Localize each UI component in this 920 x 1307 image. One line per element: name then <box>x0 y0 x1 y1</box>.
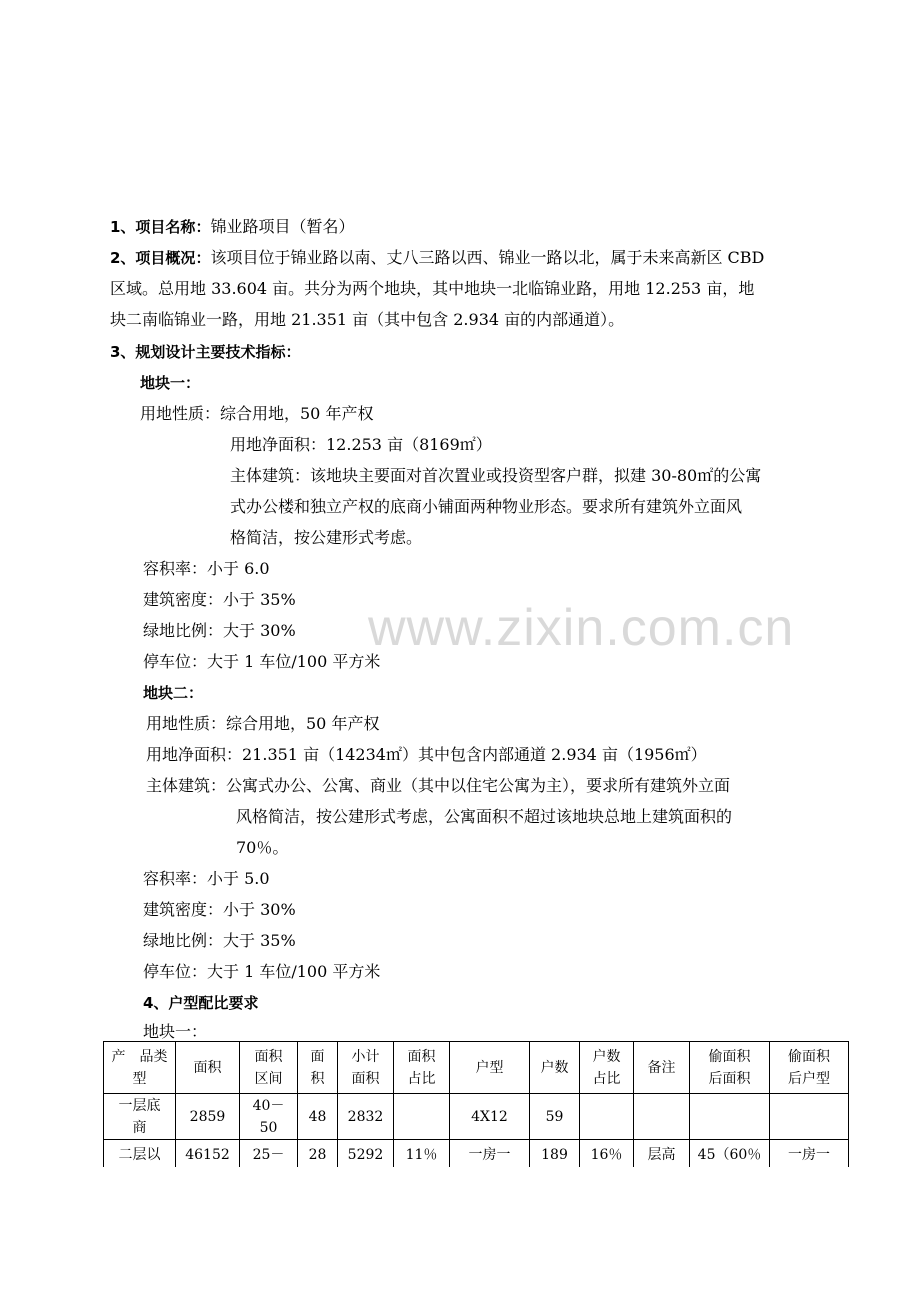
plot2-main-building-1: 主体建筑：公寓式办公、公寓、商业（其中以住宅公寓为主），要求所有建筑外立面 <box>146 776 731 795</box>
section-label: 2、项目概况： <box>110 249 211 267</box>
table-cell: 一房一 <box>450 1140 530 1170</box>
plot1-net-area: 用地净面积：12.253 亩（8169㎡） <box>230 435 492 454</box>
table-cell: 层高 <box>634 1140 690 1170</box>
section-label: 1、项目名称： <box>110 218 211 236</box>
table-cell: 偷面积 后面积 <box>690 1042 770 1094</box>
unit-mix-plot-label: 地块一： <box>143 1022 208 1041</box>
table-cell: 5292 <box>338 1140 394 1170</box>
table-cell: 48 <box>298 1094 338 1140</box>
table-cell: 11％ <box>394 1140 450 1170</box>
table-cell: 备注 <box>634 1042 690 1094</box>
table-cell: 面积 <box>176 1042 240 1094</box>
table-cell: 户型 <box>450 1042 530 1094</box>
table-cell <box>634 1094 690 1140</box>
table-cell: 面积 占比 <box>394 1042 450 1094</box>
overview-line-1: 该项目位于锦业路以南、丈八三路以西、锦业一路以北，属于未来高新区 CBD <box>210 248 765 267</box>
table-cell: 25－ <box>240 1140 298 1170</box>
plot2-land-nature: 用地性质：综合用地，50 年产权 <box>146 714 380 733</box>
plot2-main-building-3: 70％。 <box>236 838 289 857</box>
plot2-density: 建筑密度：小于 30% <box>143 900 296 919</box>
overview-line-2: 区域。总用地 33.604 亩。共分为两个地块，其中地块一北临锦业路，用地 12.253 亩，地 <box>110 279 755 298</box>
table-cell: 16％ <box>580 1140 634 1170</box>
table-cell: 40－ 50 <box>240 1094 298 1140</box>
plot2-green-ratio: 绿地比例：大于 35% <box>143 931 296 950</box>
unit-mix-table <box>103 1041 849 1170</box>
table-cell: 2859 <box>176 1094 240 1140</box>
plot2-parking: 停车位：大于 1 车位/100 平方米 <box>143 962 381 981</box>
section-text: 锦业路项目（暂名） <box>210 217 355 236</box>
section-overview <box>110 248 764 268</box>
table-cell: 一层底 商 <box>104 1094 176 1140</box>
table-cell: 产 品类 型 <box>104 1042 176 1094</box>
overview-line-3: 块二南临锦业一路，用地 21.351 亩（其中包含 2.934 亩的内部通道）。 <box>110 310 625 329</box>
table-cell <box>394 1094 450 1140</box>
section-planning-indicators: 3、规划设计主要技术指标： <box>110 343 301 361</box>
table-header-row <box>104 1042 849 1094</box>
plot1-main-building-1: 主体建筑：该地块主要面对首次置业或投资型客户群，拟建 30-80㎡的公寓 <box>230 466 762 485</box>
table-cell: 户数 占比 <box>580 1042 634 1094</box>
table-row <box>104 1094 849 1140</box>
table-cell <box>580 1094 634 1140</box>
table-cell: 一房一 <box>770 1140 849 1170</box>
plot1-main-building-2: 式办公楼和独立产权的底商小铺面两种物业形态。要求所有建筑外立面风 <box>230 497 743 516</box>
table-cell <box>770 1094 849 1140</box>
plot2-far: 容积率：小于 5.0 <box>143 869 270 888</box>
plot1-title: 地块一： <box>140 374 201 392</box>
table-cell: 户数 <box>530 1042 580 1094</box>
watermark: www.zixin.com.cn <box>368 599 795 657</box>
table-cell <box>690 1094 770 1140</box>
table-cell: 189 <box>530 1140 580 1170</box>
table-cell: 4X12 <box>450 1094 530 1140</box>
table-cell: 面积 区间 <box>240 1042 298 1094</box>
table-cell: 小计 面积 <box>338 1042 394 1094</box>
table-cell: 偷面积 后户型 <box>770 1042 849 1094</box>
table-cell: 46152 <box>176 1140 240 1170</box>
section-project-name <box>110 217 354 237</box>
plot1-parking: 停车位：大于 1 车位/100 平方米 <box>143 652 381 671</box>
table-cell: 45（60％ <box>690 1140 770 1170</box>
table-cell: 28 <box>298 1140 338 1170</box>
table-cell: 面 积 <box>298 1042 338 1094</box>
table-cell: 2832 <box>338 1094 394 1140</box>
plot1-density: 建筑密度：小于 35% <box>143 590 296 609</box>
section-unit-mix: 4、户型配比要求 <box>143 994 259 1012</box>
plot1-land-nature: 用地性质：综合用地，50 年产权 <box>140 404 374 423</box>
plot1-far: 容积率：小于 6.0 <box>143 559 270 578</box>
plot2-main-building-2: 风格简洁，按公建形式考虑，公寓面积不超过该地块总地上建筑面积的 <box>236 807 733 826</box>
table-row <box>104 1140 849 1170</box>
plot2-title: 地块二： <box>143 684 204 702</box>
table-cell: 59 <box>530 1094 580 1140</box>
plot1-main-building-3: 格简洁，按公建形式考虑。 <box>230 528 423 547</box>
plot2-net-area: 用地净面积：21.351 亩（14234㎡）其中包含内部通道 2.934 亩（1956㎡） <box>146 745 707 764</box>
plot1-green-ratio: 绿地比例：大于 30% <box>143 621 296 640</box>
table-cell: 二层以 <box>104 1140 176 1170</box>
page-bottom-margin <box>0 1167 920 1307</box>
